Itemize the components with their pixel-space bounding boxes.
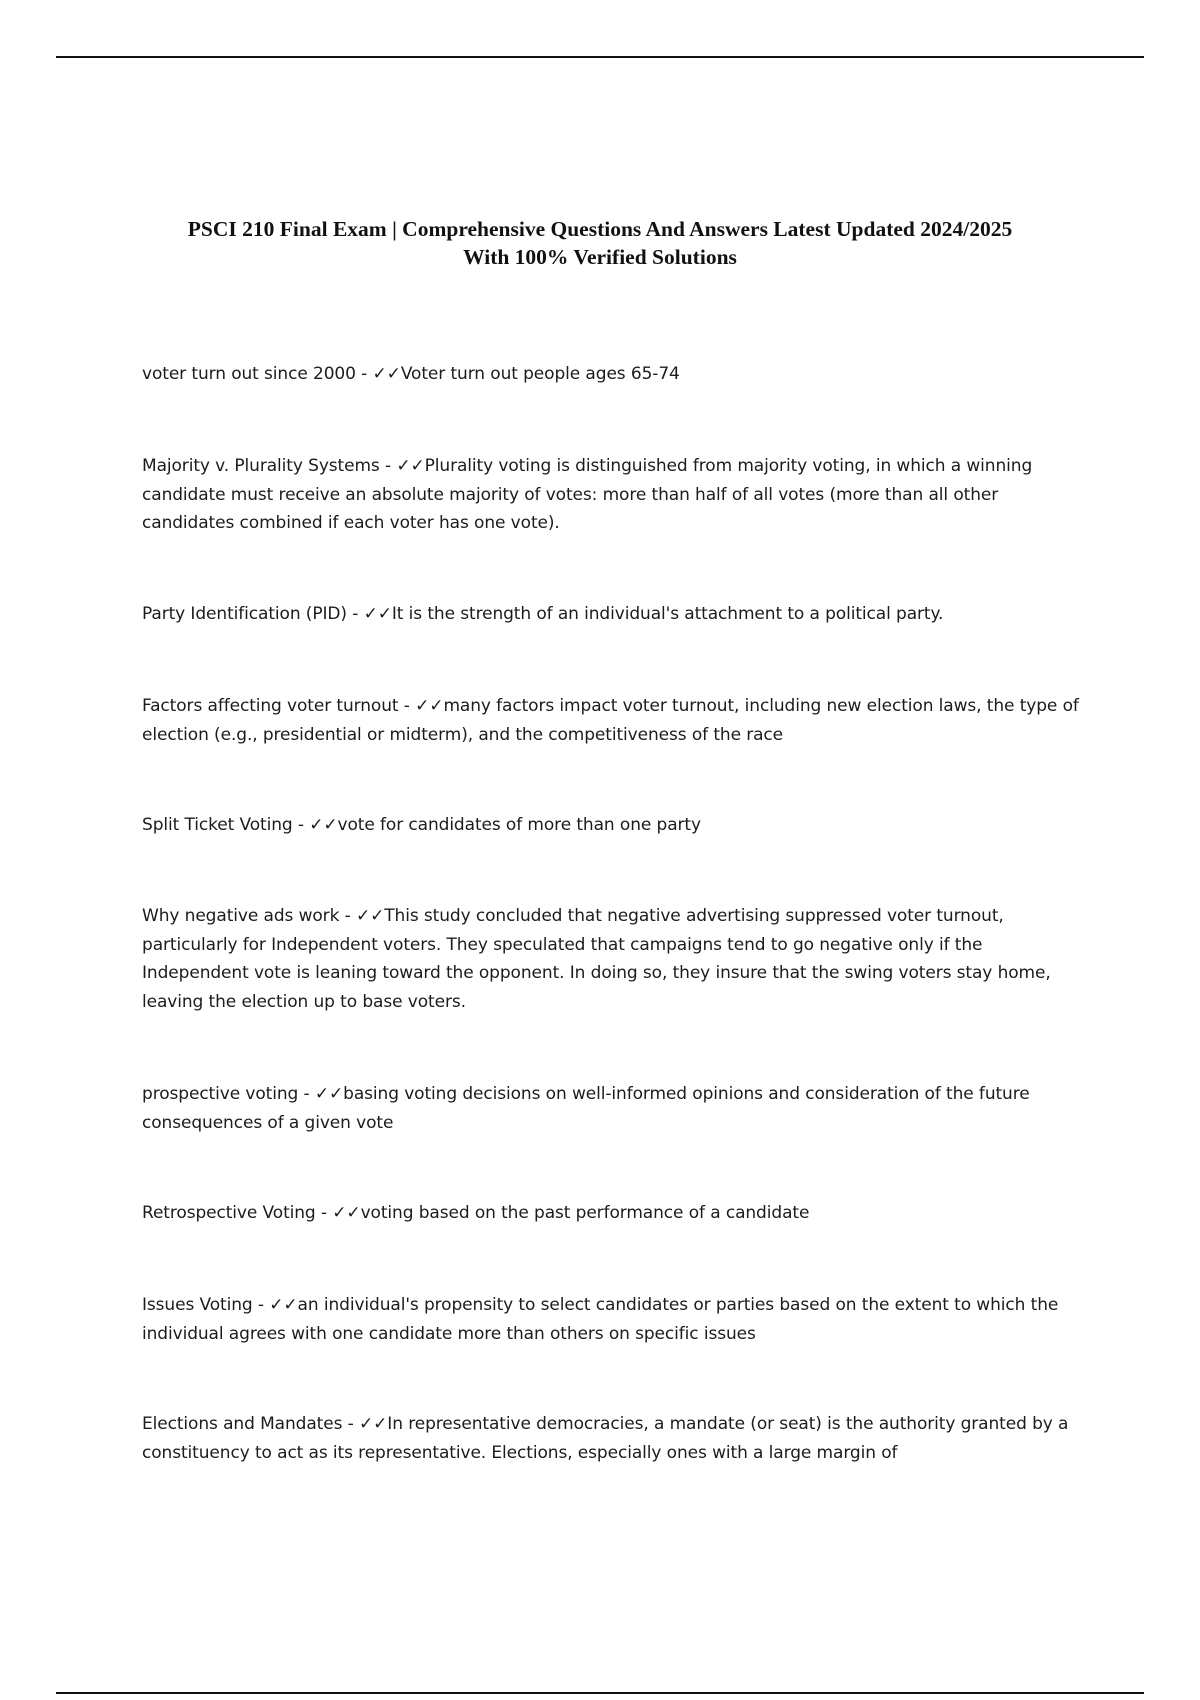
qa-definition: basing voting decisions on well-informed opinions and consideration of the future consequences of a given vote [142, 1084, 1030, 1133]
double-check-icon: ✓✓ [332, 1203, 361, 1223]
qa-item [142, 811, 1082, 840]
qa-item [142, 1080, 1082, 1137]
qa-separator: - [252, 1295, 270, 1315]
qa-definition: many factors impact voter turnout, including new election laws, the type of election (e.g., presidential or midterm), and the competitiveness of the race [142, 696, 1079, 745]
qa-separator: - [342, 1414, 359, 1434]
bottom-rule [56, 1692, 1144, 1694]
qa-item [142, 360, 1082, 389]
qa-term: voter turn out since 2000 [142, 364, 356, 384]
double-check-icon: ✓✓ [415, 696, 444, 716]
qa-separator: - [379, 456, 397, 476]
double-check-icon: ✓✓ [314, 1084, 344, 1104]
qa-separator: - [339, 906, 356, 926]
double-check-icon: ✓✓ [372, 364, 401, 384]
double-check-icon: ✓✓ [355, 906, 385, 926]
double-check-icon: ✓✓ [396, 456, 425, 476]
qa-definition: It is the strength of an individual's attachment to a political party. [391, 604, 944, 624]
qa-term: Why negative ads work [142, 906, 340, 926]
qa-item [142, 1199, 1082, 1228]
qa-term: Factors affecting voter turnout [142, 696, 399, 716]
qa-definition: Voter turn out people ages 65-74 [400, 364, 680, 384]
double-check-icon: ✓✓ [363, 604, 392, 624]
qa-definition: In representative democracies, a mandate (or seat) is the authority granted by a constituency to act as its representative. Elections, especially ones with a large margin of [142, 1414, 1069, 1463]
qa-term: Split Ticket Voting [142, 815, 293, 835]
qa-item [142, 902, 1082, 1016]
qa-separator: - [292, 815, 310, 835]
qa-item [142, 692, 1082, 749]
qa-term: Issues Voting [142, 1295, 253, 1315]
title-line-1: PSCI 210 Final Exam | Comprehensive Questions And Answers Latest Updated 2024/2025 [187, 217, 1013, 241]
qa-item [142, 600, 1082, 629]
qa-definition: voting based on the past performance of a candidate [360, 1203, 810, 1223]
qa-item [142, 452, 1082, 538]
top-rule [56, 56, 1144, 58]
qa-definition: vote for candidates of more than one party [337, 815, 701, 835]
qa-definition: an individual's propensity to select candidates or parties based on the extent to which the individual agrees with one candidate more than others on specific issues [142, 1295, 1059, 1344]
double-check-icon: ✓✓ [269, 1295, 298, 1315]
qa-separator: - [398, 696, 416, 716]
qa-item [142, 1291, 1082, 1348]
qa-separator: - [298, 1084, 315, 1104]
qa-separator: - [355, 364, 373, 384]
qa-term: prospective voting [142, 1084, 299, 1104]
title-line-2: With 100% Verified Solutions [463, 245, 737, 269]
double-check-icon: ✓✓ [309, 815, 338, 835]
double-check-icon: ✓✓ [359, 1414, 388, 1434]
qa-item [142, 1410, 1082, 1467]
qa-term: Retrospective Voting [142, 1203, 316, 1223]
qa-term: Party Identification (PID) [142, 604, 347, 624]
qa-definition: Plurality voting is distinguished from majority voting, in which a winning candidate must receive an absolute majority of votes: more than half of all votes (more than all other candidates combined if each voter has one vote). [142, 456, 1033, 533]
document-title [100, 215, 1100, 271]
qa-term: Elections and Mandates [142, 1414, 343, 1434]
qa-term: Majority v. Plurality Systems [142, 456, 380, 476]
qa-definition: This study concluded that negative advertising suppressed voter turnout, particularly for Independent voters. They speculated that campaigns tend to go negative only if the Independent vote is leaning toward the opponent. In doing so, they insure that the swing voters stay home, leaving the election up to base voters. [142, 906, 1051, 1012]
qa-separator: - [315, 1203, 333, 1223]
qa-separator: - [346, 604, 364, 624]
